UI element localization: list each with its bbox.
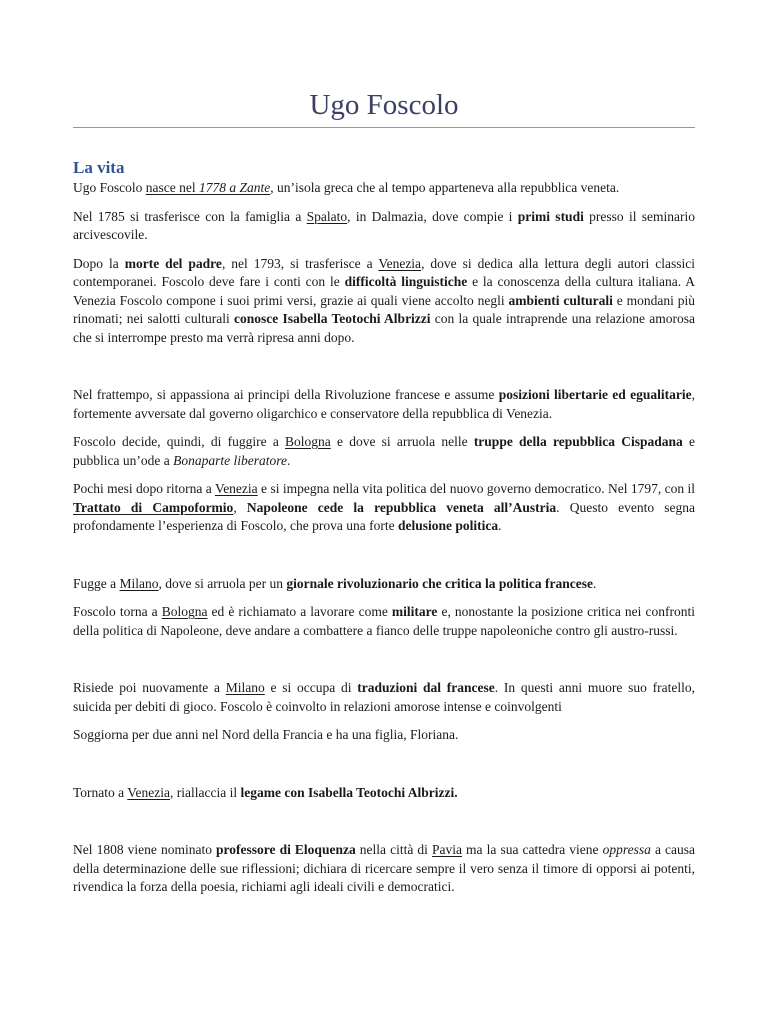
body-paragraph <box>73 386 695 423</box>
text-run: e pubblica un’ode a <box>73 434 695 468</box>
text-run: Trattato di Campoformio <box>73 499 234 515</box>
section-heading: La vita <box>73 158 125 177</box>
body-paragraph <box>73 784 695 803</box>
text-run: . <box>286 452 291 468</box>
body-paragraph <box>73 679 695 716</box>
body-paragraph <box>73 480 695 536</box>
text-run: Venezia <box>214 481 258 496</box>
text-run: Nel 1785 si trasferisce con la famiglia a <box>73 208 307 224</box>
text-run: e si impegna nella vita politica del nuovo governo democratico. Nel 1797, con il <box>257 481 695 496</box>
document-page <box>73 0 695 897</box>
body-paragraph <box>73 841 695 897</box>
text-run: morte del padre <box>124 255 222 271</box>
text-run: , riallaccia il <box>170 784 241 800</box>
text-run: Venezia <box>127 784 171 800</box>
text-run: Fugge a <box>73 575 120 591</box>
body-paragraph <box>73 575 695 594</box>
text-run: professore di Eloquenza <box>216 842 356 857</box>
text-run: conosce Isabella Teotochi Albrizzi <box>234 311 431 326</box>
text-run: delusione politica <box>398 518 499 533</box>
text-run: e la conoscenza della cultura italiana. A Venezia Foscolo compone i suoi primi versi, grazie ai quali viene accolto negli <box>73 274 695 308</box>
text-run: . <box>593 575 597 591</box>
text-run: Bologna <box>161 604 208 619</box>
body-paragraph <box>73 433 695 470</box>
text-run: 1778 a Zante <box>199 180 271 195</box>
text-run: Bologna <box>285 434 331 449</box>
text-run: traduzioni dal francese <box>357 680 495 695</box>
text-run: Milano <box>119 575 159 591</box>
text-run: , in Dalmazia, dove compie i <box>347 208 518 224</box>
text-run: , fortemente avversate dal governo oligarchico e conservatore della repubblica di Venezia. <box>73 387 695 421</box>
text-run: Spalato <box>306 208 348 224</box>
text-run: ed è richiamato a lavorare come <box>207 604 392 619</box>
text-run: , dove si arruola per un <box>158 575 287 591</box>
text-run: Nel 1808 viene nominato <box>73 842 217 857</box>
text-run: primi studi <box>517 208 584 224</box>
title-divider <box>73 127 695 128</box>
text-run: Soggiorna per due anni nel Nord della Francia e ha una figlia, Floriana. <box>73 727 459 742</box>
body-paragraph <box>73 179 695 198</box>
text-run: Nel frattempo, si appassiona ai principi della Rivoluzione francese e assume <box>73 387 499 402</box>
text-run: presso il seminario arcivescovile. <box>73 208 695 242</box>
text-run: oppressa <box>602 842 651 857</box>
text-run: . Questo evento segna profondamente l’esperienza di Foscolo, che prova una forte <box>73 499 696 533</box>
page-title: Ugo Foscolo <box>309 89 459 121</box>
text-run: e si occupa di <box>264 680 358 695</box>
text-run: Venezia <box>378 255 422 271</box>
text-run: Milano <box>225 680 265 695</box>
text-run: , dove si dedica alla lettura degli autori classici contemporanei. Foscolo deve fare i conti con le <box>73 255 695 289</box>
text-run: a causa della determinazione delle sue riflessioni; dichiara di ricercare sempre il vero senza il timore di opporsi ai potenti, rivendica la forza della poesia, richiami agli ideali civili e democratici. <box>73 842 695 894</box>
text-run: e dove si arruola nelle <box>330 434 474 449</box>
text-run: Bonaparte liberatore <box>173 452 287 468</box>
text-run: e, nonostante la posizione critica nei confronti della politica di Napoleone, deve andare a combattere a fianco delle truppe napoleoniche contro gli austro-russi. <box>73 604 695 638</box>
text-run: Dopo la <box>73 255 125 271</box>
text-run: posizioni libertarie ed egualitarie <box>498 387 692 402</box>
text-run: con la quale intraprende una relazione amorosa che si interrompe presto ma verrà ripresa anni dopo. <box>73 311 695 345</box>
text-run: . In questi anni muore suo fratello, suicida per debiti di gioco. Foscolo è coinvolto in relazioni amorose intense e coinvolgenti <box>73 680 695 714</box>
body-paragraph <box>73 603 695 640</box>
text-run: legame con Isabella Teotochi Albrizzi. <box>240 784 458 800</box>
text-run: , nel 1793, si trasferisce a <box>221 255 379 271</box>
text-run: Pochi mesi dopo ritorna a <box>73 481 215 496</box>
text-run: Risiede poi nuovamente a <box>73 680 226 695</box>
section-body <box>73 179 695 897</box>
text-run: militare <box>391 604 438 619</box>
text-run: Foscolo torna a <box>73 604 162 619</box>
body-paragraph <box>73 726 695 745</box>
body-paragraph <box>73 255 695 348</box>
text-run: Foscolo decide, quindi, di fuggire a <box>73 434 286 449</box>
text-run: , un’isola greca che al tempo apparteneva alla repubblica veneta. <box>270 180 620 195</box>
text-run: , <box>233 499 247 515</box>
text-run: Ugo Foscolo <box>73 180 146 195</box>
text-run: nasce nel <box>145 180 199 195</box>
text-run: giornale rivoluzionario che critica la politica francese <box>286 575 594 591</box>
text-run: ma la sua cattedra viene <box>461 842 603 857</box>
text-run: ambienti culturali <box>508 292 613 308</box>
text-run: Pavia <box>431 842 462 857</box>
text-run: truppe della repubblica Cispadana <box>473 434 683 449</box>
body-paragraph <box>73 208 695 245</box>
text-run: e mondani più rinomati; nei salotti culturali <box>73 292 695 326</box>
text-run: . <box>498 518 502 533</box>
text-run: Tornato a <box>73 784 128 800</box>
text-run: nella città di <box>355 842 432 857</box>
text-run: Napoleone cede la repubblica veneta all’Austria <box>246 499 557 515</box>
text-run: difficoltà linguistiche <box>344 274 468 289</box>
